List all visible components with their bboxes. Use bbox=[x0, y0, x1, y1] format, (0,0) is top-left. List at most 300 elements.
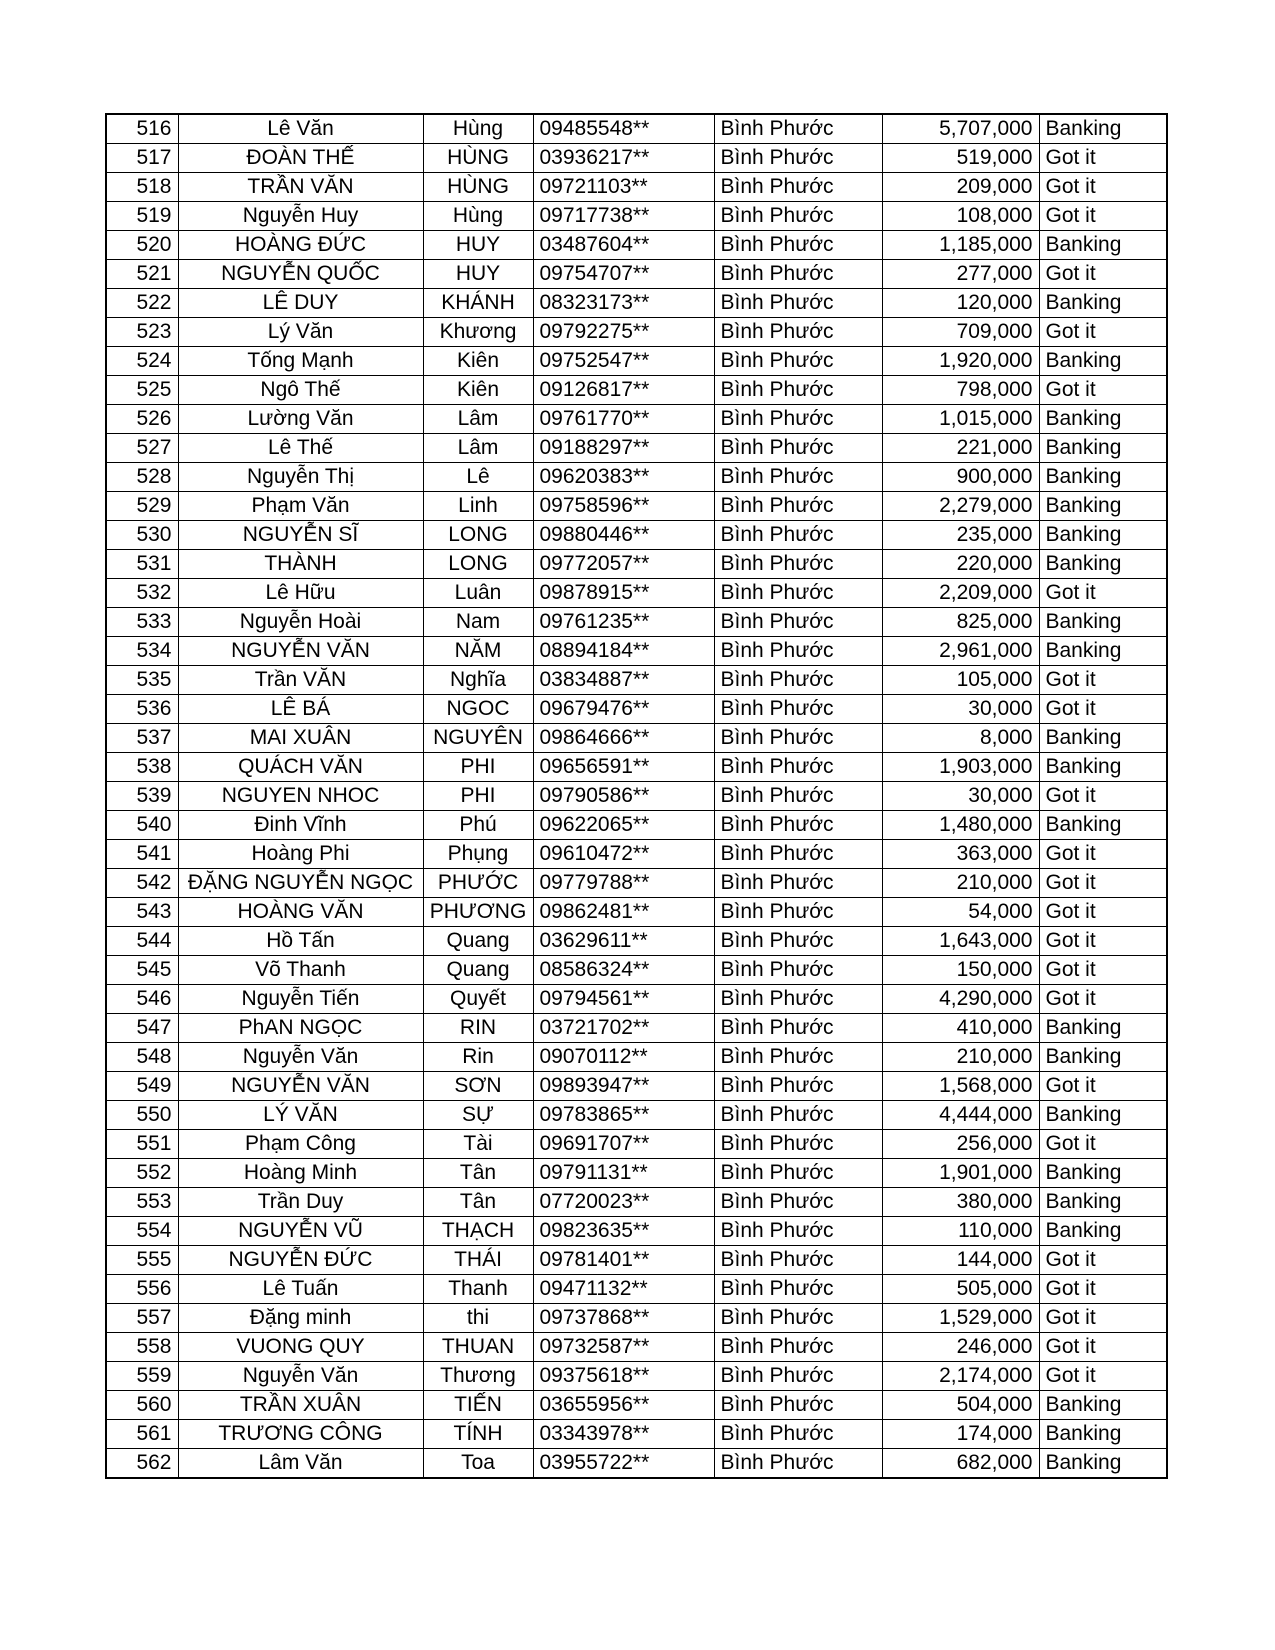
given-name-cell: PHI bbox=[423, 782, 533, 811]
payment-method-cell: Got it bbox=[1039, 579, 1167, 608]
row-number-cell: 559 bbox=[106, 1362, 178, 1391]
last-middle-name-cell: LÊ BÁ bbox=[178, 695, 423, 724]
table-row bbox=[106, 782, 1167, 811]
given-name-cell: Hùng bbox=[423, 114, 533, 144]
table-row bbox=[106, 405, 1167, 434]
table-row bbox=[106, 347, 1167, 376]
phone-number-cell: 09732587** bbox=[533, 1333, 714, 1362]
province-cell: Bình Phước bbox=[714, 1333, 882, 1362]
phone-number-cell: 03655956** bbox=[533, 1391, 714, 1420]
province-cell: Bình Phước bbox=[714, 521, 882, 550]
table-row bbox=[106, 1362, 1167, 1391]
amount-cell: 1,903,000 bbox=[882, 753, 1039, 782]
amount-cell: 144,000 bbox=[882, 1246, 1039, 1275]
table-row bbox=[106, 608, 1167, 637]
phone-number-cell: 07720023** bbox=[533, 1188, 714, 1217]
table-row bbox=[106, 1188, 1167, 1217]
payment-method-cell: Banking bbox=[1039, 1159, 1167, 1188]
phone-number-cell: 09737868** bbox=[533, 1304, 714, 1333]
given-name-cell: Thương bbox=[423, 1362, 533, 1391]
row-number-cell: 535 bbox=[106, 666, 178, 695]
table-row bbox=[106, 550, 1167, 579]
amount-cell: 682,000 bbox=[882, 1449, 1039, 1479]
last-middle-name-cell: NGUYỄN VŨ bbox=[178, 1217, 423, 1246]
row-number-cell: 539 bbox=[106, 782, 178, 811]
row-number-cell: 529 bbox=[106, 492, 178, 521]
amount-cell: 1,568,000 bbox=[882, 1072, 1039, 1101]
given-name-cell: Quang bbox=[423, 927, 533, 956]
phone-number-cell: 09656591** bbox=[533, 753, 714, 782]
payment-method-cell: Banking bbox=[1039, 1420, 1167, 1449]
payment-method-cell: Banking bbox=[1039, 753, 1167, 782]
table-row bbox=[106, 231, 1167, 260]
last-middle-name-cell: ĐẶNG NGUYỄN NGỌC bbox=[178, 869, 423, 898]
province-cell: Bình Phước bbox=[714, 434, 882, 463]
table-row bbox=[106, 173, 1167, 202]
province-cell: Bình Phước bbox=[714, 173, 882, 202]
province-cell: Bình Phước bbox=[714, 666, 882, 695]
row-number-cell: 550 bbox=[106, 1101, 178, 1130]
table-row bbox=[106, 1246, 1167, 1275]
table-row bbox=[106, 1420, 1167, 1449]
payment-method-cell: Got it bbox=[1039, 1333, 1167, 1362]
amount-cell: 150,000 bbox=[882, 956, 1039, 985]
table-row bbox=[106, 1014, 1167, 1043]
phone-number-cell: 09126817** bbox=[533, 376, 714, 405]
phone-number-cell: 03629611** bbox=[533, 927, 714, 956]
row-number-cell: 543 bbox=[106, 898, 178, 927]
last-middle-name-cell: VUONG QUY bbox=[178, 1333, 423, 1362]
last-middle-name-cell: LÝ VĂN bbox=[178, 1101, 423, 1130]
given-name-cell: Lâm bbox=[423, 434, 533, 463]
payment-method-cell: Got it bbox=[1039, 173, 1167, 202]
given-name-cell: Phú bbox=[423, 811, 533, 840]
last-middle-name-cell: Lê Thế bbox=[178, 434, 423, 463]
last-middle-name-cell: Nguyễn Tiến bbox=[178, 985, 423, 1014]
province-cell: Bình Phước bbox=[714, 550, 882, 579]
last-middle-name-cell: HOÀNG VĂN bbox=[178, 898, 423, 927]
province-cell: Bình Phước bbox=[714, 927, 882, 956]
given-name-cell: Quang bbox=[423, 956, 533, 985]
table-row bbox=[106, 1043, 1167, 1072]
row-number-cell: 524 bbox=[106, 347, 178, 376]
phone-number-cell: 03721702** bbox=[533, 1014, 714, 1043]
amount-cell: 221,000 bbox=[882, 434, 1039, 463]
payment-method-cell: Banking bbox=[1039, 1188, 1167, 1217]
phone-number-cell: 09791131** bbox=[533, 1159, 714, 1188]
row-number-cell: 562 bbox=[106, 1449, 178, 1479]
table-row bbox=[106, 260, 1167, 289]
amount-cell: 1,529,000 bbox=[882, 1304, 1039, 1333]
province-cell: Bình Phước bbox=[714, 869, 882, 898]
amount-cell: 505,000 bbox=[882, 1275, 1039, 1304]
table-row bbox=[106, 376, 1167, 405]
phone-number-cell: 09781401** bbox=[533, 1246, 714, 1275]
province-cell: Bình Phước bbox=[714, 1449, 882, 1479]
row-number-cell: 516 bbox=[106, 114, 178, 144]
last-middle-name-cell: NGUYỄN QUỐC bbox=[178, 260, 423, 289]
given-name-cell: Tân bbox=[423, 1188, 533, 1217]
phone-number-cell: 09761770** bbox=[533, 405, 714, 434]
amount-cell: 5,707,000 bbox=[882, 114, 1039, 144]
phone-number-cell: 09893947** bbox=[533, 1072, 714, 1101]
last-middle-name-cell: NGUYỄN ĐỨC bbox=[178, 1246, 423, 1275]
province-cell: Bình Phước bbox=[714, 1101, 882, 1130]
row-number-cell: 534 bbox=[106, 637, 178, 666]
last-middle-name-cell: Trần Duy bbox=[178, 1188, 423, 1217]
payment-method-cell: Banking bbox=[1039, 405, 1167, 434]
given-name-cell: Lê bbox=[423, 463, 533, 492]
amount-cell: 363,000 bbox=[882, 840, 1039, 869]
last-middle-name-cell: Nguyễn Hoài bbox=[178, 608, 423, 637]
row-number-cell: 537 bbox=[106, 724, 178, 753]
province-cell: Bình Phước bbox=[714, 579, 882, 608]
given-name-cell: THUAN bbox=[423, 1333, 533, 1362]
last-middle-name-cell: ĐOÀN THẾ bbox=[178, 144, 423, 173]
last-middle-name-cell: Tống Mạnh bbox=[178, 347, 423, 376]
amount-cell: 30,000 bbox=[882, 695, 1039, 724]
phone-number-cell: 08586324** bbox=[533, 956, 714, 985]
amount-cell: 1,015,000 bbox=[882, 405, 1039, 434]
phone-number-cell: 09878915** bbox=[533, 579, 714, 608]
table-row bbox=[106, 985, 1167, 1014]
given-name-cell: LONG bbox=[423, 550, 533, 579]
amount-cell: 8,000 bbox=[882, 724, 1039, 753]
row-number-cell: 553 bbox=[106, 1188, 178, 1217]
amount-cell: 825,000 bbox=[882, 608, 1039, 637]
amount-cell: 1,901,000 bbox=[882, 1159, 1039, 1188]
phone-number-cell: 09620383** bbox=[533, 463, 714, 492]
last-middle-name-cell: LÊ DUY bbox=[178, 289, 423, 318]
phone-number-cell: 09792275** bbox=[533, 318, 714, 347]
given-name-cell: PHƯƠNG bbox=[423, 898, 533, 927]
row-number-cell: 551 bbox=[106, 1130, 178, 1159]
phone-number-cell: 09794561** bbox=[533, 985, 714, 1014]
last-middle-name-cell: Hoàng Minh bbox=[178, 1159, 423, 1188]
amount-cell: 30,000 bbox=[882, 782, 1039, 811]
table-row bbox=[106, 521, 1167, 550]
phone-number-cell: 09761235** bbox=[533, 608, 714, 637]
last-middle-name-cell: PhAN NGỌC bbox=[178, 1014, 423, 1043]
phone-number-cell: 09375618** bbox=[533, 1362, 714, 1391]
amount-cell: 174,000 bbox=[882, 1420, 1039, 1449]
payment-method-cell: Got it bbox=[1039, 1304, 1167, 1333]
amount-cell: 900,000 bbox=[882, 463, 1039, 492]
table-row bbox=[106, 1333, 1167, 1362]
row-number-cell: 540 bbox=[106, 811, 178, 840]
last-middle-name-cell: MAI XUÂN bbox=[178, 724, 423, 753]
table-row bbox=[106, 1391, 1167, 1420]
amount-cell: 210,000 bbox=[882, 1043, 1039, 1072]
given-name-cell: Thanh bbox=[423, 1275, 533, 1304]
province-cell: Bình Phước bbox=[714, 231, 882, 260]
table-body bbox=[106, 114, 1167, 1478]
row-number-cell: 545 bbox=[106, 956, 178, 985]
table-row bbox=[106, 1304, 1167, 1333]
province-cell: Bình Phước bbox=[714, 1159, 882, 1188]
province-cell: Bình Phước bbox=[714, 144, 882, 173]
last-middle-name-cell: TRƯƠNG CÔNG bbox=[178, 1420, 423, 1449]
payment-method-cell: Got it bbox=[1039, 144, 1167, 173]
given-name-cell: SƠN bbox=[423, 1072, 533, 1101]
last-middle-name-cell: Lê Hữu bbox=[178, 579, 423, 608]
payment-method-cell: Banking bbox=[1039, 231, 1167, 260]
last-middle-name-cell: Hồ Tấn bbox=[178, 927, 423, 956]
payment-method-cell: Got it bbox=[1039, 869, 1167, 898]
given-name-cell: Kiên bbox=[423, 376, 533, 405]
given-name-cell: thi bbox=[423, 1304, 533, 1333]
province-cell: Bình Phước bbox=[714, 463, 882, 492]
phone-number-cell: 03834887** bbox=[533, 666, 714, 695]
table-row bbox=[106, 318, 1167, 347]
last-middle-name-cell: THÀNH bbox=[178, 550, 423, 579]
province-cell: Bình Phước bbox=[714, 318, 882, 347]
row-number-cell: 530 bbox=[106, 521, 178, 550]
province-cell: Bình Phước bbox=[714, 840, 882, 869]
given-name-cell: Khương bbox=[423, 318, 533, 347]
amount-cell: 1,920,000 bbox=[882, 347, 1039, 376]
province-cell: Bình Phước bbox=[714, 289, 882, 318]
amount-cell: 2,279,000 bbox=[882, 492, 1039, 521]
table-row bbox=[106, 1217, 1167, 1246]
province-cell: Bình Phước bbox=[714, 376, 882, 405]
province-cell: Bình Phước bbox=[714, 260, 882, 289]
province-cell: Bình Phước bbox=[714, 898, 882, 927]
amount-cell: 246,000 bbox=[882, 1333, 1039, 1362]
province-cell: Bình Phước bbox=[714, 347, 882, 376]
row-number-cell: 526 bbox=[106, 405, 178, 434]
given-name-cell: Tân bbox=[423, 1159, 533, 1188]
table-row bbox=[106, 898, 1167, 927]
phone-number-cell: 09070112** bbox=[533, 1043, 714, 1072]
table-row bbox=[106, 1101, 1167, 1130]
table-row bbox=[106, 289, 1167, 318]
payment-method-cell: Banking bbox=[1039, 637, 1167, 666]
last-middle-name-cell: Lâm Văn bbox=[178, 1449, 423, 1479]
row-number-cell: 536 bbox=[106, 695, 178, 724]
last-middle-name-cell: Lường Văn bbox=[178, 405, 423, 434]
province-cell: Bình Phước bbox=[714, 753, 882, 782]
province-cell: Bình Phước bbox=[714, 1130, 882, 1159]
row-number-cell: 518 bbox=[106, 173, 178, 202]
amount-cell: 110,000 bbox=[882, 1217, 1039, 1246]
phone-number-cell: 09471132** bbox=[533, 1275, 714, 1304]
phone-number-cell: 09758596** bbox=[533, 492, 714, 521]
phone-number-cell: 03343978** bbox=[533, 1420, 714, 1449]
phone-number-cell: 03955722** bbox=[533, 1449, 714, 1479]
last-middle-name-cell: Ngô Thế bbox=[178, 376, 423, 405]
row-number-cell: 520 bbox=[106, 231, 178, 260]
given-name-cell: Phụng bbox=[423, 840, 533, 869]
given-name-cell: TÍNH bbox=[423, 1420, 533, 1449]
payment-method-cell: Banking bbox=[1039, 550, 1167, 579]
given-name-cell: Toa bbox=[423, 1449, 533, 1479]
row-number-cell: 549 bbox=[106, 1072, 178, 1101]
row-number-cell: 532 bbox=[106, 579, 178, 608]
row-number-cell: 522 bbox=[106, 289, 178, 318]
payment-method-cell: Banking bbox=[1039, 608, 1167, 637]
last-middle-name-cell: Lê Văn bbox=[178, 114, 423, 144]
payment-method-cell: Banking bbox=[1039, 1391, 1167, 1420]
last-middle-name-cell: Phạm Công bbox=[178, 1130, 423, 1159]
phone-number-cell: 09754707** bbox=[533, 260, 714, 289]
row-number-cell: 527 bbox=[106, 434, 178, 463]
row-number-cell: 558 bbox=[106, 1333, 178, 1362]
amount-cell: 410,000 bbox=[882, 1014, 1039, 1043]
phone-number-cell: 09880446** bbox=[533, 521, 714, 550]
given-name-cell: NGOC bbox=[423, 695, 533, 724]
given-name-cell: Nam bbox=[423, 608, 533, 637]
amount-cell: 4,444,000 bbox=[882, 1101, 1039, 1130]
payment-method-cell: Banking bbox=[1039, 521, 1167, 550]
last-middle-name-cell: Lý Văn bbox=[178, 318, 423, 347]
table-row bbox=[106, 1072, 1167, 1101]
given-name-cell: THẠCH bbox=[423, 1217, 533, 1246]
phone-number-cell: 09783865** bbox=[533, 1101, 714, 1130]
winners-table bbox=[105, 113, 1168, 1479]
table-row bbox=[106, 695, 1167, 724]
amount-cell: 210,000 bbox=[882, 869, 1039, 898]
given-name-cell: LONG bbox=[423, 521, 533, 550]
payment-method-cell: Got it bbox=[1039, 260, 1167, 289]
province-cell: Bình Phước bbox=[714, 1014, 882, 1043]
payment-method-cell: Got it bbox=[1039, 1246, 1167, 1275]
table-row bbox=[106, 434, 1167, 463]
payment-method-cell: Got it bbox=[1039, 666, 1167, 695]
province-cell: Bình Phước bbox=[714, 202, 882, 231]
given-name-cell: Rin bbox=[423, 1043, 533, 1072]
province-cell: Bình Phước bbox=[714, 608, 882, 637]
amount-cell: 709,000 bbox=[882, 318, 1039, 347]
last-middle-name-cell: Lê Tuấn bbox=[178, 1275, 423, 1304]
phone-number-cell: 08894184** bbox=[533, 637, 714, 666]
row-number-cell: 528 bbox=[106, 463, 178, 492]
province-cell: Bình Phước bbox=[714, 1043, 882, 1072]
row-number-cell: 533 bbox=[106, 608, 178, 637]
given-name-cell: NĂM bbox=[423, 637, 533, 666]
amount-cell: 256,000 bbox=[882, 1130, 1039, 1159]
province-cell: Bình Phước bbox=[714, 811, 882, 840]
table-row bbox=[106, 869, 1167, 898]
table-row bbox=[106, 724, 1167, 753]
row-number-cell: 521 bbox=[106, 260, 178, 289]
province-cell: Bình Phước bbox=[714, 1217, 882, 1246]
given-name-cell: Tài bbox=[423, 1130, 533, 1159]
row-number-cell: 546 bbox=[106, 985, 178, 1014]
given-name-cell: THÁI bbox=[423, 1246, 533, 1275]
payment-method-cell: Banking bbox=[1039, 1043, 1167, 1072]
province-cell: Bình Phước bbox=[714, 1362, 882, 1391]
payment-method-cell: Got it bbox=[1039, 376, 1167, 405]
amount-cell: 1,185,000 bbox=[882, 231, 1039, 260]
payment-method-cell: Banking bbox=[1039, 492, 1167, 521]
given-name-cell: Lâm bbox=[423, 405, 533, 434]
row-number-cell: 541 bbox=[106, 840, 178, 869]
row-number-cell: 544 bbox=[106, 927, 178, 956]
payment-method-cell: Banking bbox=[1039, 289, 1167, 318]
last-middle-name-cell: QUÁCH VĂN bbox=[178, 753, 423, 782]
payment-method-cell: Banking bbox=[1039, 1449, 1167, 1479]
payment-method-cell: Got it bbox=[1039, 1130, 1167, 1159]
phone-number-cell: 09622065** bbox=[533, 811, 714, 840]
row-number-cell: 555 bbox=[106, 1246, 178, 1275]
amount-cell: 504,000 bbox=[882, 1391, 1039, 1420]
table-row bbox=[106, 202, 1167, 231]
province-cell: Bình Phước bbox=[714, 724, 882, 753]
payment-method-cell: Got it bbox=[1039, 202, 1167, 231]
given-name-cell: TIẾN bbox=[423, 1391, 533, 1420]
phone-number-cell: 09772057** bbox=[533, 550, 714, 579]
table-row bbox=[106, 1159, 1167, 1188]
last-middle-name-cell: Nguyễn Văn bbox=[178, 1362, 423, 1391]
payment-method-cell: Got it bbox=[1039, 1072, 1167, 1101]
table-row bbox=[106, 1130, 1167, 1159]
amount-cell: 519,000 bbox=[882, 144, 1039, 173]
table-row bbox=[106, 579, 1167, 608]
table-row bbox=[106, 956, 1167, 985]
given-name-cell: Quyết bbox=[423, 985, 533, 1014]
given-name-cell: PHI bbox=[423, 753, 533, 782]
phone-number-cell: 09790586** bbox=[533, 782, 714, 811]
table-row bbox=[106, 1275, 1167, 1304]
amount-cell: 798,000 bbox=[882, 376, 1039, 405]
given-name-cell: HUY bbox=[423, 231, 533, 260]
province-cell: Bình Phước bbox=[714, 492, 882, 521]
last-middle-name-cell: Võ Thanh bbox=[178, 956, 423, 985]
given-name-cell: Nghĩa bbox=[423, 666, 533, 695]
table-row bbox=[106, 840, 1167, 869]
row-number-cell: 561 bbox=[106, 1420, 178, 1449]
province-cell: Bình Phước bbox=[714, 405, 882, 434]
amount-cell: 209,000 bbox=[882, 173, 1039, 202]
phone-number-cell: 09752547** bbox=[533, 347, 714, 376]
province-cell: Bình Phước bbox=[714, 956, 882, 985]
table-row bbox=[106, 811, 1167, 840]
phone-number-cell: 09691707** bbox=[533, 1130, 714, 1159]
table-row bbox=[106, 144, 1167, 173]
phone-number-cell: 09779788** bbox=[533, 869, 714, 898]
payment-method-cell: Banking bbox=[1039, 347, 1167, 376]
table-row bbox=[106, 927, 1167, 956]
province-cell: Bình Phước bbox=[714, 1072, 882, 1101]
amount-cell: 2,174,000 bbox=[882, 1362, 1039, 1391]
payment-method-cell: Got it bbox=[1039, 840, 1167, 869]
row-number-cell: 552 bbox=[106, 1159, 178, 1188]
phone-number-cell: 09862481** bbox=[533, 898, 714, 927]
amount-cell: 54,000 bbox=[882, 898, 1039, 927]
phone-number-cell: 09823635** bbox=[533, 1217, 714, 1246]
row-number-cell: 517 bbox=[106, 144, 178, 173]
row-number-cell: 547 bbox=[106, 1014, 178, 1043]
province-cell: Bình Phước bbox=[714, 985, 882, 1014]
amount-cell: 220,000 bbox=[882, 550, 1039, 579]
amount-cell: 277,000 bbox=[882, 260, 1039, 289]
table-row bbox=[106, 666, 1167, 695]
phone-number-cell: 09679476** bbox=[533, 695, 714, 724]
given-name-cell: KHÁNH bbox=[423, 289, 533, 318]
phone-number-cell: 09864666** bbox=[533, 724, 714, 753]
payment-method-cell: Got it bbox=[1039, 956, 1167, 985]
province-cell: Bình Phước bbox=[714, 1391, 882, 1420]
given-name-cell: NGUYÊN bbox=[423, 724, 533, 753]
given-name-cell: Linh bbox=[423, 492, 533, 521]
province-cell: Bình Phước bbox=[714, 1275, 882, 1304]
last-middle-name-cell: NGUYỄN SĨ bbox=[178, 521, 423, 550]
last-middle-name-cell: Nguyễn Huy bbox=[178, 202, 423, 231]
row-number-cell: 538 bbox=[106, 753, 178, 782]
last-middle-name-cell: Đặng minh bbox=[178, 1304, 423, 1333]
row-number-cell: 557 bbox=[106, 1304, 178, 1333]
